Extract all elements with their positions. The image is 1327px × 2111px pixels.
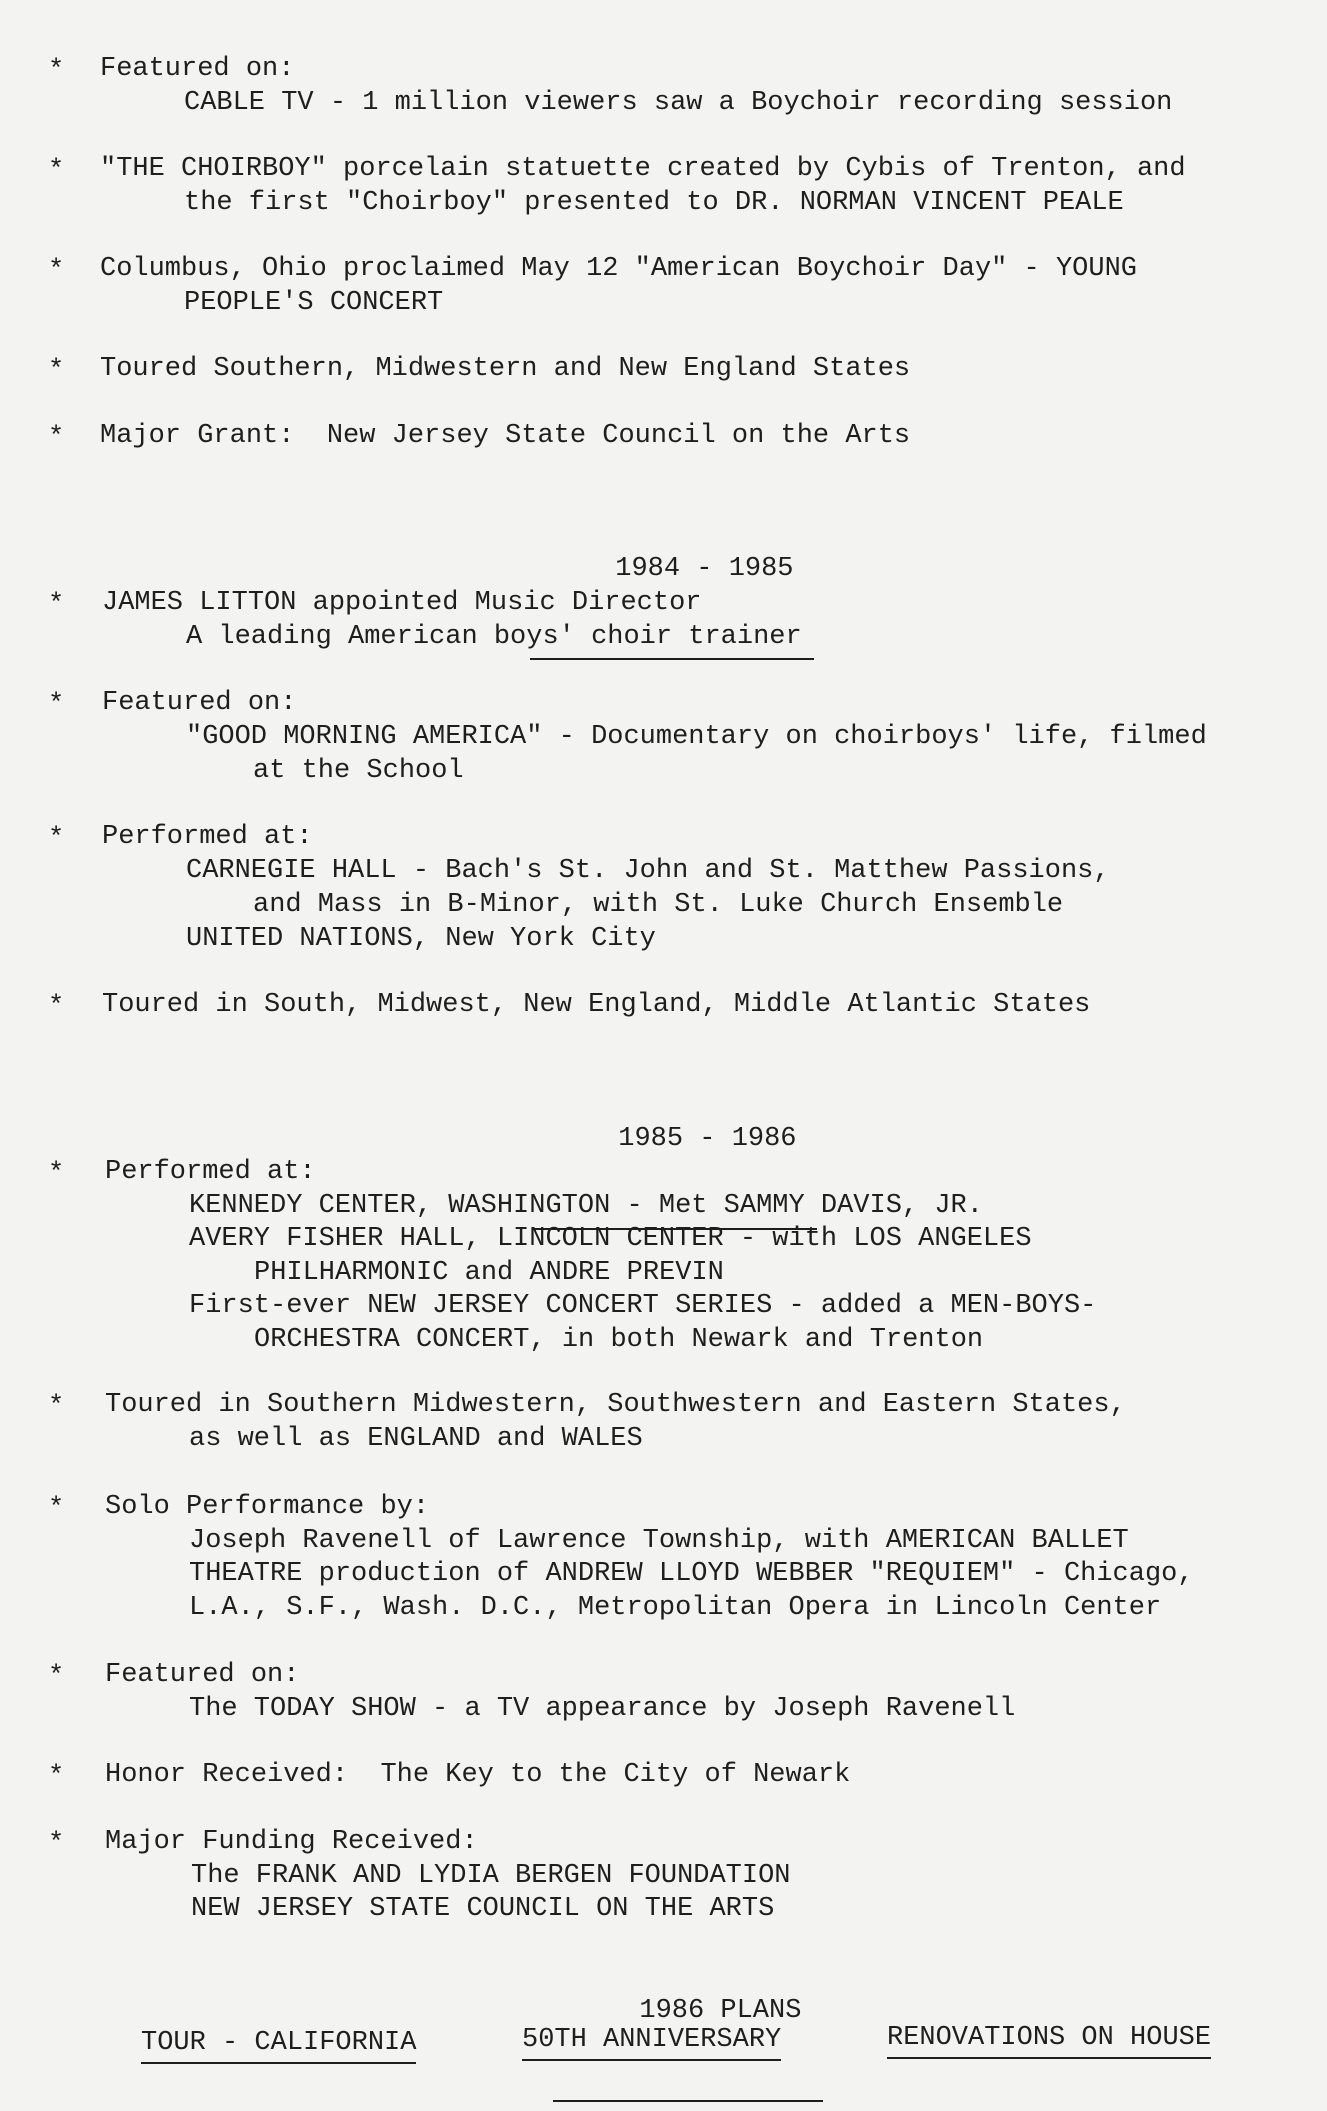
item-line: A leading American boys' choir trainer xyxy=(186,622,802,652)
item-line: Joseph Ravenell of Lawrence Township, with AMERICAN BALLET xyxy=(189,1526,1129,1556)
item-line: The FRANK AND LYDIA BERGEN FOUNDATION xyxy=(191,1861,791,1891)
plan-item: TOUR - CALIFORNIA xyxy=(141,2026,416,2064)
item-line: Featured on: xyxy=(102,688,297,718)
bullet-star: * xyxy=(48,824,65,854)
item-line: as well as ENGLAND and WALES xyxy=(189,1424,643,1454)
item-line: ORCHESTRA CONCERT, in both Newark and Trenton xyxy=(254,1325,984,1355)
bullet-star: * xyxy=(48,1829,65,1859)
item-line: Major Grant: New Jersey State Council on the Arts xyxy=(100,421,911,451)
item-line: Toured in Southern Midwestern, Southwestern and Eastern States, xyxy=(105,1390,1126,1420)
item-line: Performed at: xyxy=(105,1157,316,1187)
item-line: Featured on: xyxy=(100,54,295,84)
bullet-star: * xyxy=(48,1392,65,1422)
plan-item: RENOVATIONS ON HOUSE xyxy=(887,2021,1211,2059)
item-line: Honor Received: The Key to the City of Newark xyxy=(105,1760,851,1790)
heading-text: 1986 PLANS xyxy=(639,1996,802,2026)
item-line: PHILHARMONIC and ANDRE PREVIN xyxy=(254,1258,724,1288)
item-line: Solo Performance by: xyxy=(105,1492,430,1522)
bullet-star: * xyxy=(48,1159,65,1189)
heading-text: 1985 - 1986 xyxy=(618,1124,797,1154)
item-line: KENNEDY CENTER, WASHINGTON - Met SAMMY DAVIS, JR. xyxy=(189,1191,983,1221)
heading-underline xyxy=(530,658,814,660)
item-line: Major Funding Received: xyxy=(105,1827,478,1857)
item-line: UNITED NATIONS, New York City xyxy=(186,924,656,954)
item-line: First-ever NEW JERSEY CONCERT SERIES - added a MEN-BOYS- xyxy=(189,1291,1097,1321)
plan-item: 50TH ANNIVERSARY xyxy=(522,2023,781,2061)
bullet-star: * xyxy=(48,690,65,720)
item-line: L.A., S.F., Wash. D.C., Metropolitan Opera in Lincoln Center xyxy=(189,1593,1162,1623)
heading-text: 1984 - 1985 xyxy=(615,554,794,584)
item-line: Featured on: xyxy=(105,1660,300,1690)
item-line: Toured in South, Midwest, New England, Middle Atlantic States xyxy=(102,990,1091,1020)
item-line: JAMES LITTON appointed Music Director xyxy=(102,588,702,618)
bullet-star: * xyxy=(48,256,65,286)
bullet-star: * xyxy=(48,356,65,386)
item-line: Columbus, Ohio proclaimed May 12 "American Boychoir Day" - YOUNG xyxy=(100,254,1137,284)
item-line: Toured Southern, Midwestern and New England States xyxy=(100,354,911,384)
item-line: at the School xyxy=(253,756,464,786)
bullet-star: * xyxy=(48,156,65,186)
item-line: NEW JERSEY STATE COUNCIL ON THE ARTS xyxy=(191,1894,775,1924)
item-line: AVERY FISHER HALL, LINCOLN CENTER - with LOS ANGELES xyxy=(189,1224,1032,1254)
item-line: the first "Choirboy" presented to DR. NORMAN VINCENT PEALE xyxy=(184,188,1124,218)
item-line: CARNEGIE HALL - Bach's St. John and St. Matthew Passions, xyxy=(186,856,1110,886)
item-line: PEOPLE'S CONCERT xyxy=(184,288,444,318)
bullet-star: * xyxy=(48,56,65,86)
item-line: "GOOD MORNING AMERICA" - Documentary on choirboys' life, filmed xyxy=(186,722,1207,752)
item-line: CABLE TV - 1 million viewers saw a Boychoir recording session xyxy=(184,88,1173,118)
bullet-star: * xyxy=(48,992,65,1022)
item-line: and Mass in B-Minor, with St. Luke Church Ensemble xyxy=(253,890,1064,920)
bullet-star: * xyxy=(48,1662,65,1692)
item-line: The TODAY SHOW - a TV appearance by Joseph Ravenell xyxy=(189,1694,1016,1724)
item-line: THEATRE production of ANDREW LLOYD WEBBER "REQUIEM" - Chicago, xyxy=(189,1559,1194,1589)
bullet-star: * xyxy=(48,1494,65,1524)
bullet-star: * xyxy=(48,590,65,620)
heading-underline xyxy=(553,2100,823,2102)
bullet-star: * xyxy=(48,423,65,453)
item-line: "THE CHOIRBOY" porcelain statuette created by Cybis of Trenton, and xyxy=(100,154,1186,184)
item-line: Performed at: xyxy=(102,822,313,852)
bullet-star: * xyxy=(48,1762,65,1792)
